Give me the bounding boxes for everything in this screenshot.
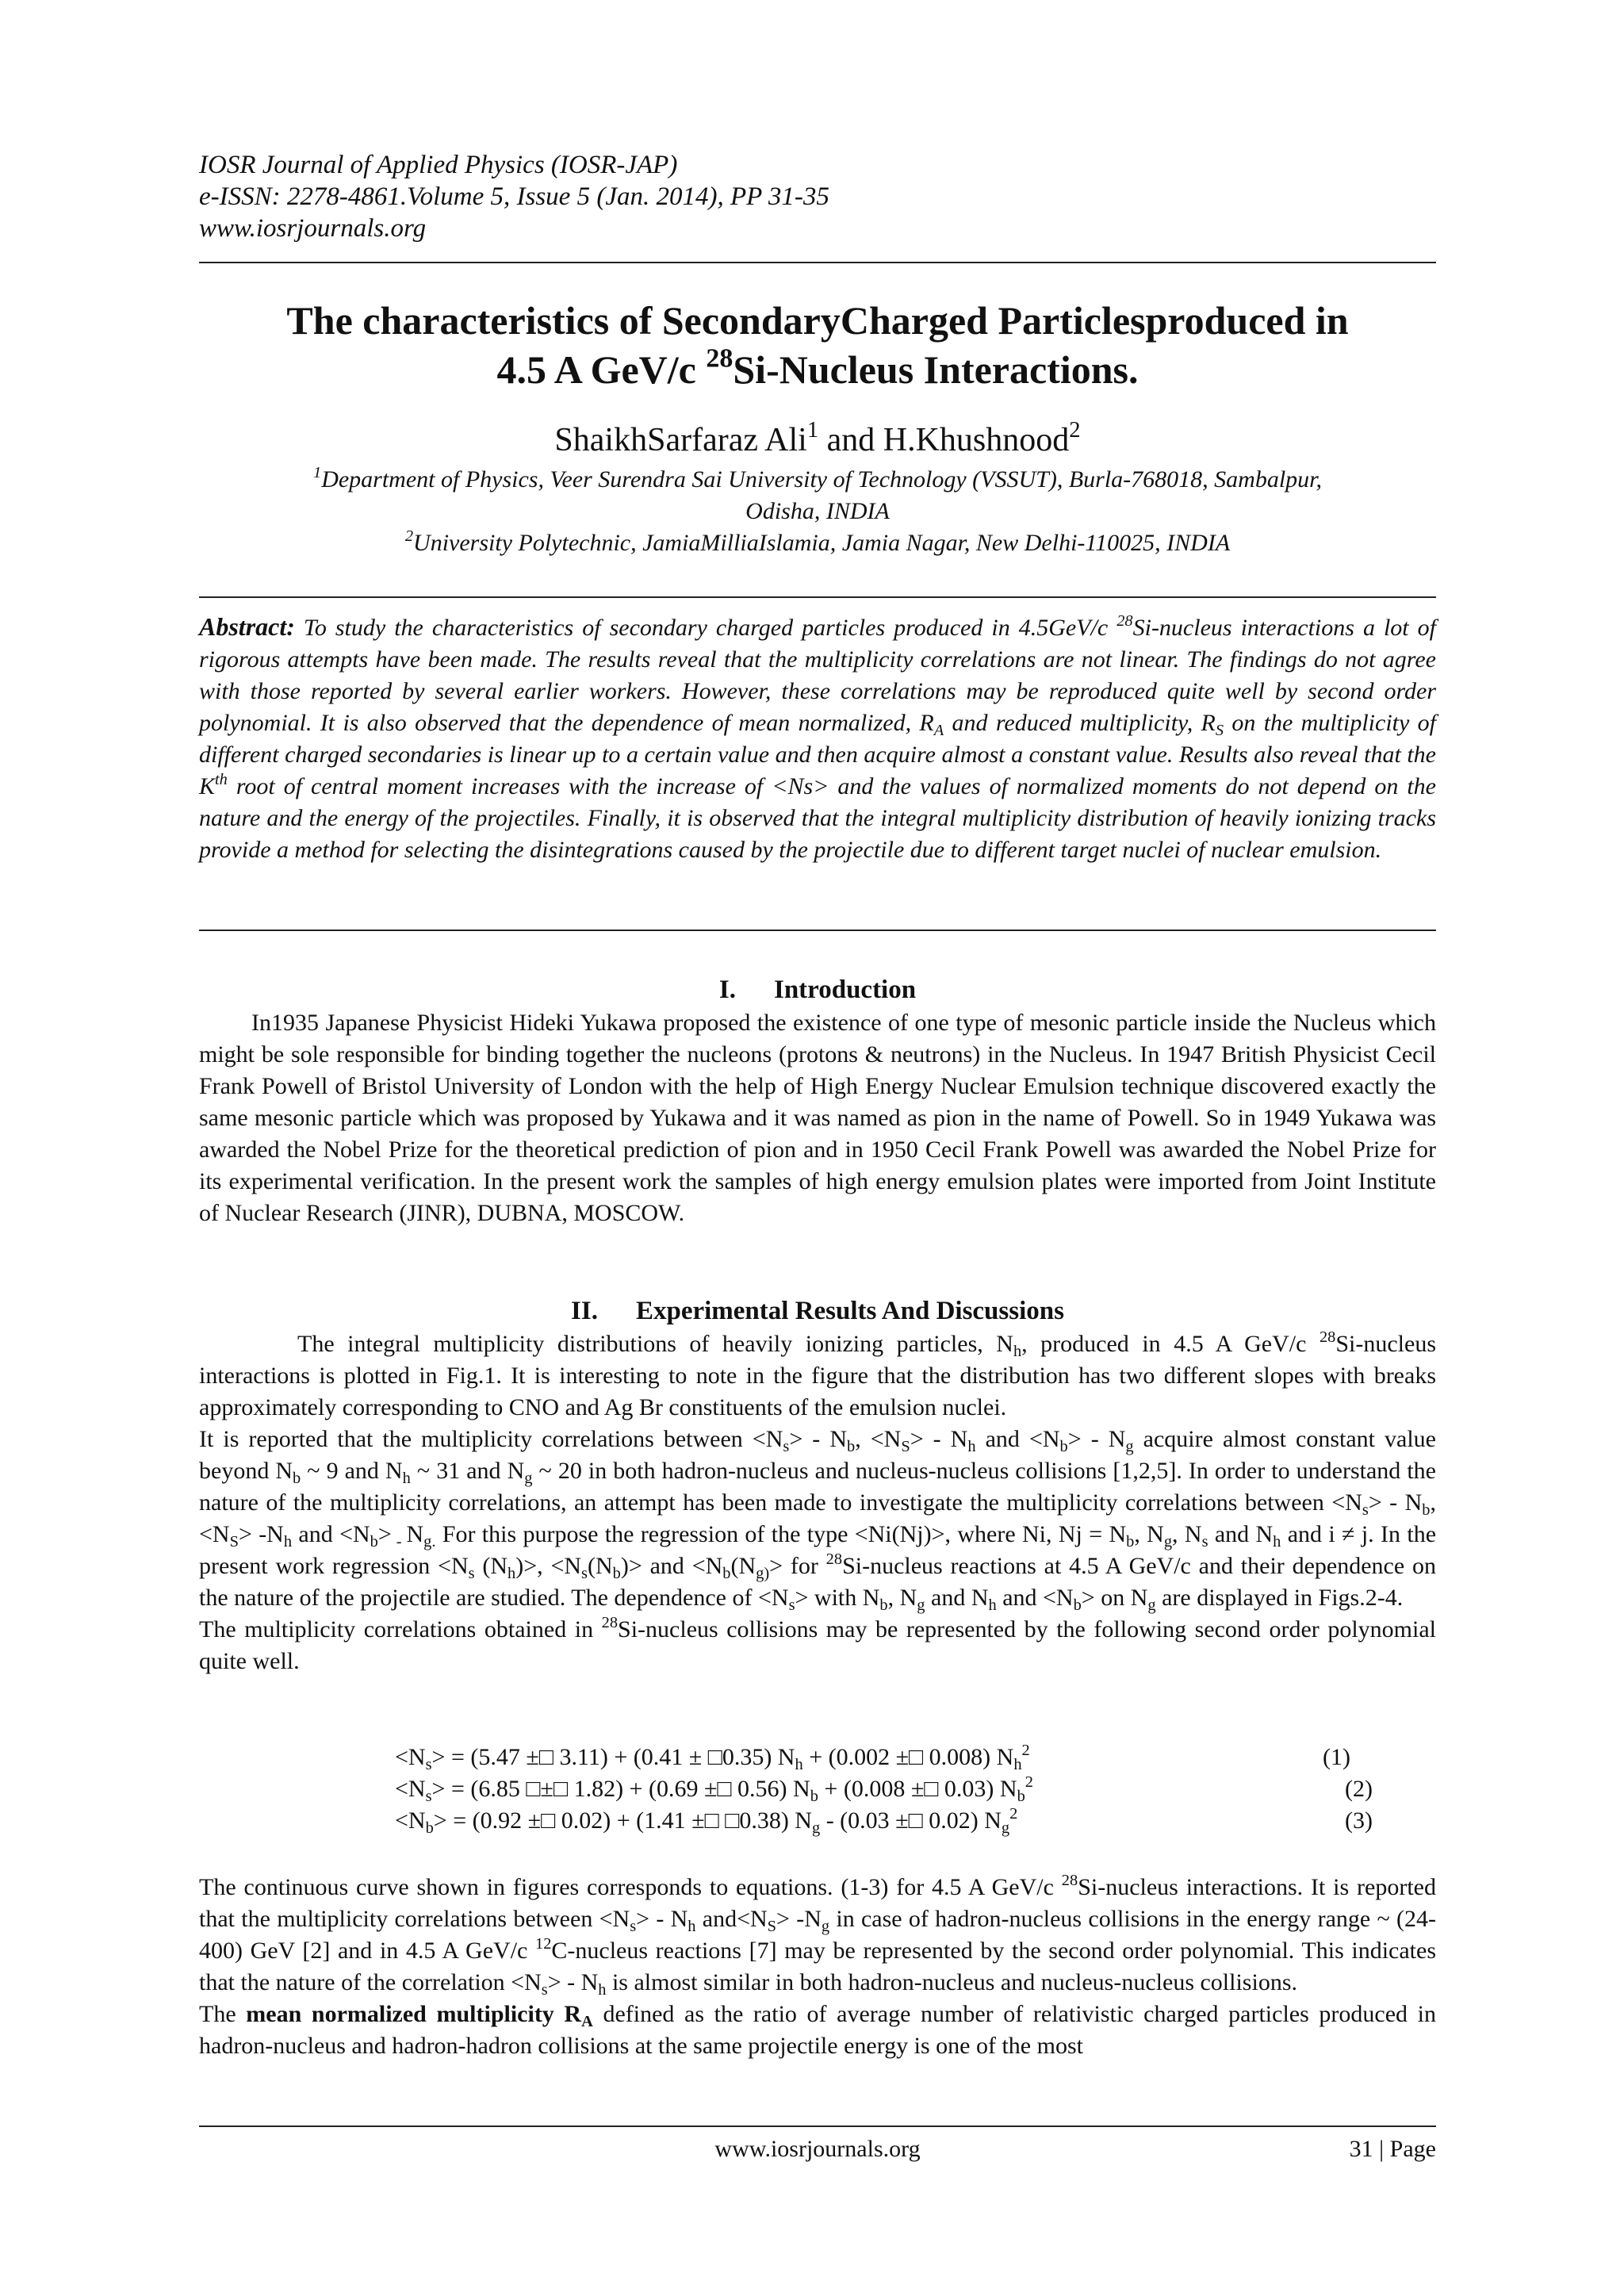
section-2-body (199, 1328, 1436, 1677)
paragraph-multiplicity-correlations: It is reported that the multiplicity correlations between $<N_s> - N_b$, $<N_S> - N_h$ and $<N_b> - N_g$ acquire almost constant value beyond $N_b$ ~ 9 and $N_h$ ~ 31 and $N_g$ ~ 20 in both hadron-nucleus and nucleus-nucleus collisions [1,2,5]. In order to understand the nature of the multiplicity correlations, an attempt has been made to investigate the multiplicity correlations between $<N_s> - N_b$, $<N_S> -N_h$ and $<N_b> _-$ $N_{g.}$ For this purpose the regression of the type <Ni(Nj)>, where Ni, $Nj = N_b$, $N_g$, $N_s$ and $N_h$ and i ≠ j. In the present work regression $<N_s$ $(N_h)>$, $<N_s(N_b)>$ and $<N_b(N_{g)}>$ for $^{28}$Si-nucleus reactions at 4.5 A GeV/c and their dependence on the nature of the projectile are studied. The dependence of $<N_s>$ with $N_b$, $N_g$ and $N_h$ and $<N_b>$ on $N_g$ are displayed in Figs.2-4. (199, 1426, 1437, 1615)
section-2-body-continued (199, 1872, 1436, 2062)
paper-page: IOSR Journal of Applied Physics (IOSR-JAP) e-ISSN: 2278-4861.Volume 5, Issue 5 (Jan. 2014), PP 31-35 www.iosrjournals.org The characteristics of SecondaryCharged Particlesproduced in 4.5 A GeV/c $^{28}$Si-Nucleus Interactions. ShaikhSarfaraz Ali$^1$ and H.Khushnood$^2$ $^1$Department of Physics, Veer Surendra Sai University of Technology (VSSUT), Burla-768018, Sambalpur, Odisha, INDIA $^2$University Polytechnic, JamiaMilliaIslamia, Jamia Nagar, New Delhi-110025, INDIA Abstract: To study the characteristics of secondary charged particles produced in 4.5GeV/c $^{28}$Si-nucleus interactions a lot of rigorous attempts have been made. The results reveal that the multiplicity correlations are not linear. The findings do not agree with those reported by several earlier workers. However, these correlations may be reproduced quite well by second order polynomial. It is also observed that the dependence of mean normalized, $R_A$ and reduced multiplicity, $R_S$ on the multiplicity of different charged secondaries is linear up to a certain value and then acquire almost a constant value. Results also reveal that the $K^{th}$ root of central moment increases with the increase of <Ns> and the values of normalized moments do not depend on the nature and the energy of the projectiles. Finally, it is observed that the integral multiplicity distribution of heavily ionizing tracks provide a method for selecting the disintegrations caused by the projectile due to different target nuclei of nuclear emulsion. I. Introduction In1935 Japanese Physicist Hideki Yukawa proposed the existence of one type of mesonic particle inside the Nucleus which might be sole responsible for binding together the nucleons (protons & neutrons) in the Nucleus. In 1947 British Physicist Cecil Frank Powell of Bristol University of London with the help of High Energy Nuclear Emulsion technique discovered exactly the same mesonic particle which was proposed by Yukawa and it was named as pion in the name of Powell. So in 1949 Yukawa was awarded the Nobel Prize for the theoretical prediction of pion and in 1950 Cecil Frank Powell was awarded the Nobel Prize for its experimental verification. In the present work the samples of high energy emulsion plates were imported from Joint Institute of Nuclear Research (JINR), DUBNA, MOSCOW. II. Experimental Results And Discussions The integral multiplicity distributions of heavily ionizing particles, $N_h$, produced in 4.5 A GeV/c $^{28}$Si-nucleus interactions is plotted in Fig.1. It is interesting to note in the figure that the distribution has two different slopes with breaks approximately corresponding to CNO and Ag Br constituents of the emulsion nuclei. It is reported that the multiplicity correlations between $<N_s> - N_b$, $<N_S> - N_h$ and $<N_b> - N_g$ acquire almost constant value beyond $N_b$ ~ 9 and $N_h$ ~ 31 and $N_g$ ~ 20 in both hadron-nucleus and nucleus-nucleus collisions [1,2,5]. In order to understand the nature of the multiplicity correlations, an attempt has been made to investigate the multiplicity correlations between $<N_s> - N_b$, $<N_S> -N_h$ and $<N_b> _-$ $N_{g.}$ For this purpose the regression of the type <Ni(Nj)>, where Ni, $Nj = N_b$, $N_g$, $N_s$ and $N_h$ and i ≠ j. In the present work regression $<N_s$ $(N_h)>$, $<N_s(N_b)>$ and $<N_b(N_{g)}>$ for $^{28}$Si-nucleus reactions at 4.5 A GeV/c and their dependence on the nature of the projectile are studied. The dependence of $<N_s>$ with $N_b$, $N_g$ and $N_h$ and $<N_b>$ on $N_g$ are displayed in Figs.2-4. The multiplicity correlations obtained in $^{28}$Si-nucleus collisions may be represented by the following second order polynomial quite well. $<N_s> = (5.47$ ±□ 3.11) + (0.41 ± □0.35) $N_h + (0.002$ ±□ 0.008) $N_h^2$ (1) $<N_s> = (6.85$ □±□ 1.82) + (0.69 ±□ 0.56) $N_b + (0.008$ ±□ 0.03) $N_b^2$ (2) $<N_b> = (0.92$ ±□ 0.02) + (1.41 ±□ □0.38) $N_g - (0.03$ ±□ 0.02) $N_g^2$ (3) The continuous curve shown in figures corresponds to equations. (1-3) for 4.5 A GeV/c $^{28}$Si-nucleus interactions. It is reported that the multiplicity correlations between $<N_s> - N_h$ $and<N_S> -N_g$ in case of hadron-nucleus collisions in the energy range ~ (24-400) GeV [2] and in 4.5 A GeV/c $^{12}$C-nucleus reactions [7] may be represented by the second order polynomial. This indicates that the nature of the correlation $<N_s> - N_h$ is almost similar in both hadron-nucleus and nucleus-nucleus collisions. The mean normalized multiplicity $R_A$ defined as the ratio of average number of relativistic charged particles produced in hadron-nucleus and hadron-hadron collisions at the same projectile energy is one of the most www.iosrjournals.org 31 | Page (0, 0, 1624, 2296)
author-list: ShaikhSarfaraz Ali$^1$ and H.Khushnood$^2$ (554, 417, 1081, 458)
title-line-2: 4.5 A GeV/c $^{28}$Si-Nucleus Interactions. (496, 343, 1139, 392)
title-line-1: The characteristics of SecondaryCharged Particlesproduced in (286, 298, 1349, 343)
paragraph-continuous-curve: The continuous curve shown in figures corresponds to equations. (1-3) for 4.5 A GeV/c $^{28}$Si-nucleus interactions. It is reported that the multiplicity correlations between $<N_s> - N_h$ $and<N_S> -N_g$ in case of hadron-nucleus collisions in the energy range ~ (24-400) GeV [2] and in 4.5 A GeV/c $^{12}$C-nucleus reactions [7] may be represented by the second order polynomial. This indicates that the nature of the correlation $<N_s> - N_h$ is almost similar in both hadron-nucleus and nucleus-nucleus collisions. (199, 1871, 1437, 1999)
affiliations: $^1$Department of Physics, Veer Surendra Sai University of Technology (VSSUT), Burla-768018, Sambalpur, Odisha, INDIA $^2$University Polytechnic, JamiaMilliaIslamia, Jamia Nagar, New Delhi-110025, INDIA (199, 464, 1436, 559)
journal-issn: e-ISSN: 2278-4861.Volume 5, Issue 5 (Jan. 2014), PP 31-35 (199, 182, 829, 211)
equation-number: (3) (1345, 1807, 1373, 1834)
journal-website: www.iosrjournals.org (199, 214, 427, 243)
section-1-paragraph: In1935 Japanese Physicist Hideki Yukawa proposed the existence of one type of mesonic particle inside the Nucleus which might be sole responsible for binding together the nucleons (protons & neutrons) in the Nucleus. In 1947 British Physicist Cecil Frank Powell of Bristol University of London with the help of High Energy Nuclear Emulsion technique discovered exactly the same mesonic particle which was proposed by Yukawa and it was named as pion in the name of Powell. So in 1949 Yukawa was awarded the Nobel Prize for the theoretical prediction of pion and in 1950 Cecil Frank Powell was awarded the Nobel Prize for its experimental verification. In the present work the samples of high energy emulsion plates were imported from Joint Institute of Nuclear Research (JINR), DUBNA, MOSCOW. (199, 1010, 1436, 1226)
section-1-heading: I. Introduction (718, 976, 917, 1004)
paper-title (199, 296, 1436, 394)
author-1: ShaikhSarfaraz Ali (554, 422, 807, 458)
abstract-label: Abstract: (199, 612, 295, 641)
journal-name: IOSR Journal of Applied Physics (IOSR-JAP) (199, 151, 678, 179)
abstract-bottom-rule (199, 930, 1436, 931)
paragraph-polynomial-intro: The multiplicity correlations obtained in $^{28}$Si-nucleus collisions may be represented by the following second order polynomial quite well. (199, 1613, 1436, 1674)
abstract: Abstract: To study the characteristics of secondary charged particles produced in 4.5GeV/c $^{28}$Si-nucleus interactions a lot of rigorous attempts have been made. The results reveal that the multiplicity correlations are not linear. The findings do not agree with those reported by several earlier workers. However, these correlations may be reproduced quite well by second order polynomial. It is also observed that the dependence of mean normalized, $R_A$ and reduced multiplicity, $R_S$ on the multiplicity of different charged secondaries is linear up to a certain value and then acquire almost a constant value. Results also reveal that the $K^{th}$ root of central moment increases with the increase of <Ns> and the values of normalized moments do not depend on the nature and the energy of the projectiles. Finally, it is observed that the integral multiplicity distribution of heavily ionizing tracks provide a method for selecting the disintegrations caused by the projectile due to different target nuclei of nuclear emulsion. (199, 611, 1437, 863)
section-2-heading: II. Experimental Results And Discussions (571, 1297, 1064, 1325)
journal-header (199, 149, 1436, 244)
footer-website: www.iosrjournals.org (714, 2136, 921, 2162)
page-footer (199, 2133, 1436, 2165)
equation-number: (2) (1345, 1776, 1373, 1802)
footer-rule (199, 2125, 1436, 2127)
affiliation-2: $^2$University Polytechnic, JamiaMilliaIslamia, Jamia Nagar, New Delhi-110025, INDIA (404, 527, 1231, 556)
paragraph-mean-normalized: The mean normalized multiplicity $R_A$ defined as the ratio of average number of relativistic charged particles produced in hadron-nucleus and hadron-hadron collisions at the same projectile energy is one of the most (199, 2001, 1436, 2059)
abstract-top-rule (199, 596, 1436, 598)
equation-number: (1) (1323, 1744, 1350, 1770)
affiliation-1: $^1$Department of Physics, Veer Surendra Sai University of Technology (VSSUT), Burla-768018, Sambalpur, (312, 463, 1323, 493)
header-rule (199, 262, 1436, 263)
page-number: 31 | Page (1349, 2136, 1436, 2162)
author-2: H.Khushnood (883, 422, 1070, 458)
paragraph-integral-distribution: The integral multiplicity distributions of heavily ionizing particles, $N_h$, produced in 4.5 A GeV/c $^{28}$Si-nucleus interactions is plotted in Fig.1. It is interesting to note in the figure that the distribution has two different slopes with breaks approximately corresponding to CNO and Ag Br constituents of the emulsion nuclei. (199, 1328, 1436, 1420)
